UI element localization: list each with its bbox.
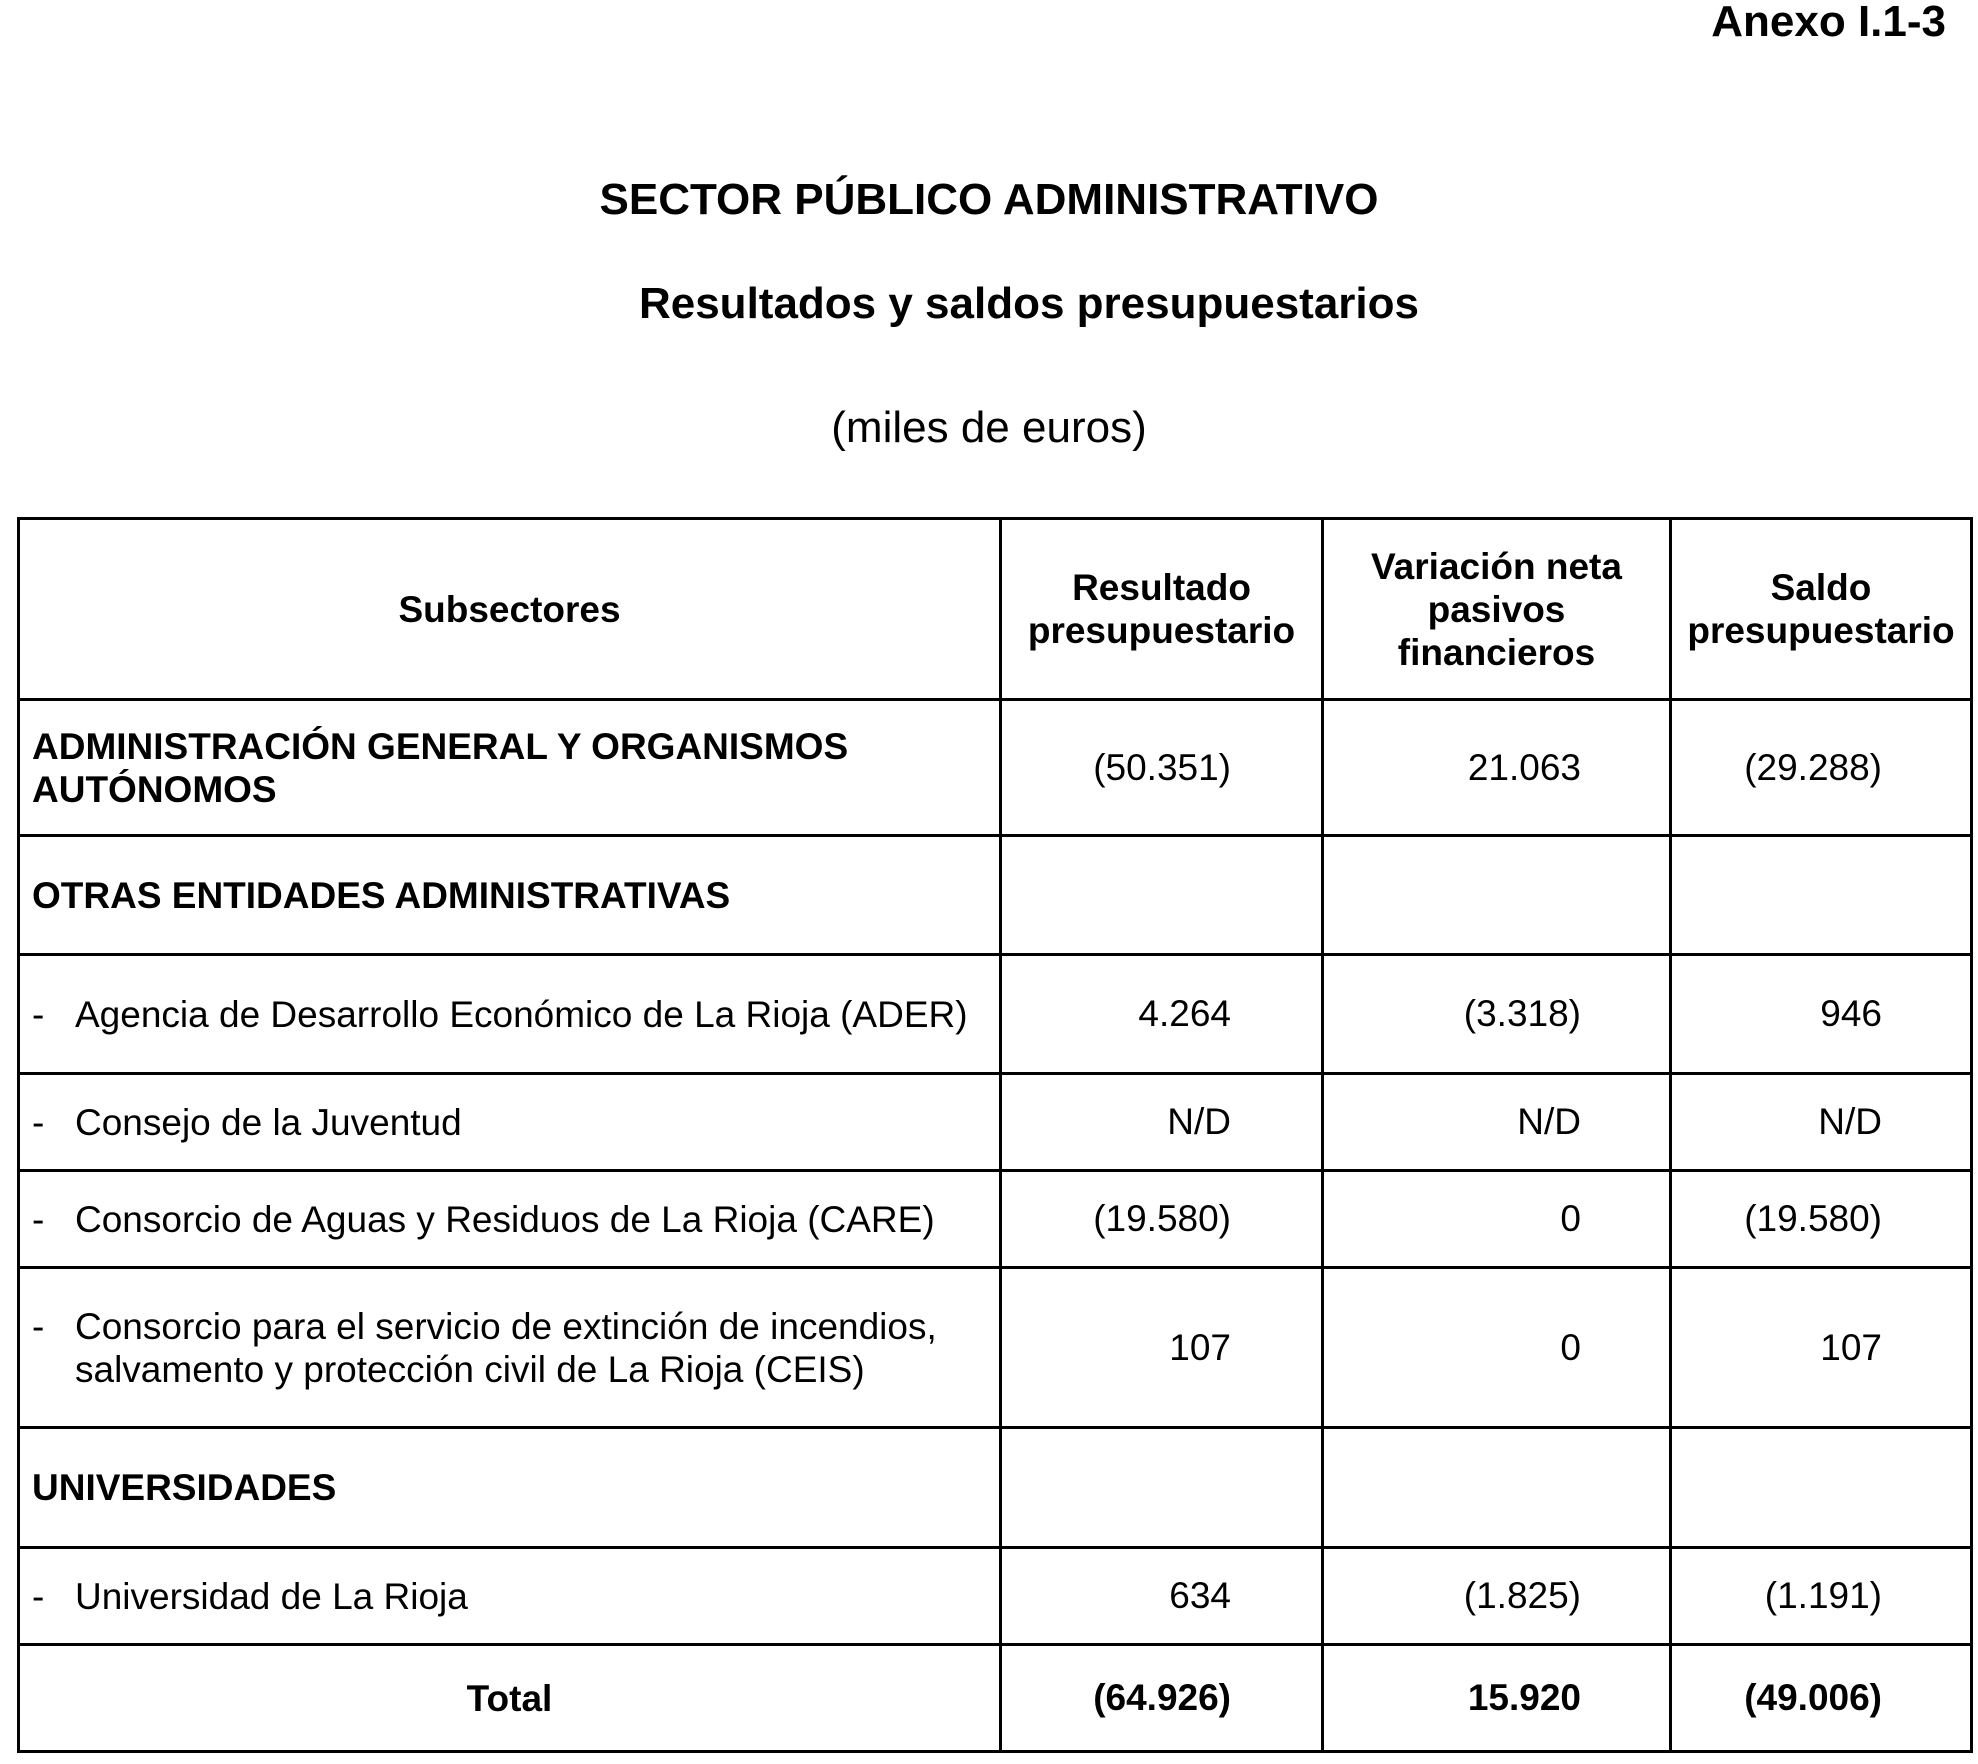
row-label-ceis: - Consorcio para el servicio de extinción de incendios, salvamento y protección civil de La Rioja (CEIS) [19,1268,1001,1428]
table-row [19,1268,1972,1428]
cell-saldo: N/D [1671,1074,1972,1171]
header-subsectores: Subsectores [19,519,1001,700]
cell-saldo [1671,1428,1972,1548]
cell-resultado: (50.351) [1001,700,1323,836]
cell-variacion: (3.318) [1323,955,1671,1074]
table-row [19,1074,1972,1171]
list-dash: - [32,993,45,1035]
table-header-row [19,519,1972,700]
total-saldo: (49.006) [1671,1645,1972,1752]
cell-saldo: 946 [1671,955,1972,1074]
list-dash: - [32,1305,45,1347]
cell-variacion: (1.825) [1323,1548,1671,1645]
page-subtitle: Resultados y saldos presupuestarios [638,279,1420,328]
units-note: (miles de euros) [831,403,1147,452]
page-title: SECTOR PÚBLICO ADMINISTRATIVO [599,175,1379,224]
cell-variacion: 0 [1323,1268,1671,1428]
cell-variacion [1323,836,1671,955]
table-row [19,1171,1972,1268]
header-saldo-presupuestario: Saldo presupuestario [1671,519,1972,700]
cell-resultado: N/D [1001,1074,1323,1171]
list-dash: - [32,1101,45,1143]
budget-results-table [17,517,1973,1753]
row-label-care: - Consorcio de Aguas y Residuos de La Rioja (CARE) [19,1171,1001,1268]
list-dash: - [32,1198,45,1240]
annex-label: Anexo I.1-3 [1711,0,1946,46]
table-row [19,955,1972,1074]
cell-saldo: 107 [1671,1268,1972,1428]
total-label: Total [19,1645,1001,1752]
total-variacion: 15.920 [1323,1645,1671,1752]
cell-resultado: 634 [1001,1548,1323,1645]
row-label-consejo-juventud: - Consejo de la Juventud [19,1074,1001,1171]
cell-variacion: 0 [1323,1171,1671,1268]
cell-resultado: 4.264 [1001,955,1323,1074]
row-label-universidades: UNIVERSIDADES [19,1428,1001,1548]
table-row [19,700,1972,836]
total-row [19,1645,1972,1752]
cell-variacion: N/D [1323,1074,1671,1171]
list-dash: - [32,1575,45,1617]
header-variacion-neta-pasivos: Variación neta pasivos financieros [1323,519,1671,700]
row-label-otras-entidades: OTRAS ENTIDADES ADMINISTRATIVAS [19,836,1001,955]
cell-resultado: 107 [1001,1268,1323,1428]
cell-saldo [1671,836,1972,955]
row-label-administracion-general: ADMINISTRACIÓN GENERAL Y ORGANISMOS AUTÓNOMOS [19,700,1001,836]
row-label-ader: - Agencia de Desarrollo Económico de La Rioja (ADER) [19,955,1001,1074]
cell-variacion [1323,1428,1671,1548]
cell-saldo: (29.288) [1671,700,1972,836]
header-resultado-presupuestario: Resultado presupuestario [1001,519,1323,700]
table-row [19,1548,1972,1645]
cell-variacion: 21.063 [1323,700,1671,836]
table-row [19,1428,1972,1548]
cell-saldo: (1.191) [1671,1548,1972,1645]
table-row [19,836,1972,955]
cell-resultado: (19.580) [1001,1171,1323,1268]
cell-resultado [1001,1428,1323,1548]
row-label-universidad-la-rioja: - Universidad de La Rioja [19,1548,1001,1645]
total-resultado: (64.926) [1001,1645,1323,1752]
cell-saldo: (19.580) [1671,1171,1972,1268]
cell-resultado [1001,836,1323,955]
